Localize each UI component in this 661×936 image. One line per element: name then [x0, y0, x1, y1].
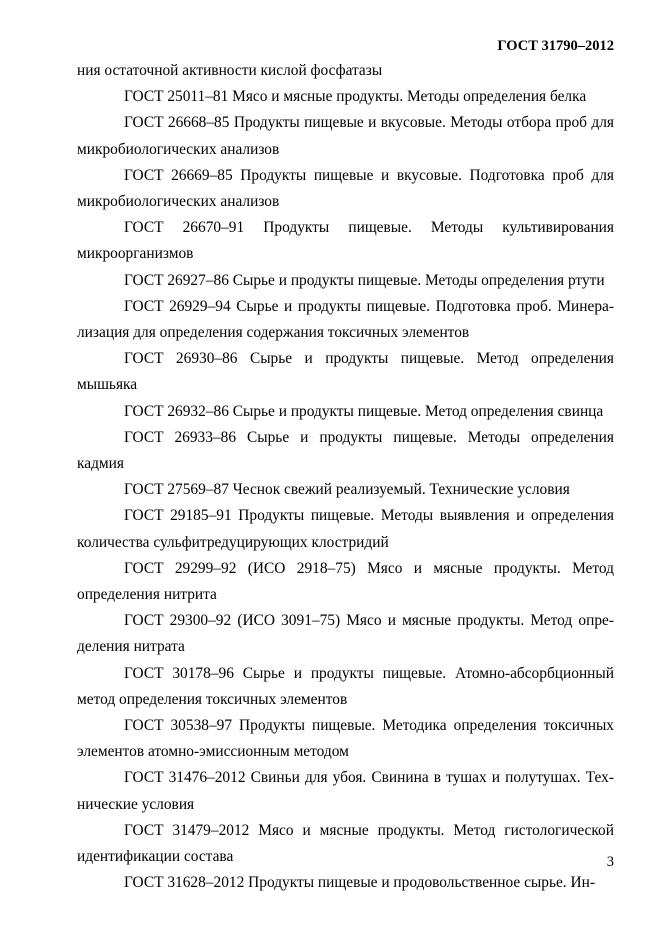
reference-item: ГОСТ 26668–85 Продукты пищевые и вкусовые. Методы отбора проб для микробиологических анализов — [77, 114, 614, 158]
reference-item: ГОСТ 31479–2012 Мясо и мясные продукты. Метод гистологической идентификации состава — [77, 821, 614, 866]
reference-item: ГОСТ 26933–86 Сырье и продукты пищевые. Методы определения кадмия — [77, 428, 614, 473]
reference-item: ГОСТ 26669–85 Продукты пищевые и вкусовые. Подготовка проб для микробиологических анализов — [77, 166, 614, 211]
reference-item: ГОСТ 26930–86 Сырье и продукты пищевые. Метод определения мышьяка — [77, 350, 614, 394]
document-header-id: ГОСТ 31790–2012 — [497, 38, 614, 54]
reference-item: ГОСТ 30538–97 Продукты пищевые. Методика определения токсичных элементов атомно-эмиссионным методом — [77, 717, 614, 761]
reference-item: ГОСТ 30178–96 Сырье и продукты пищевые. Атомно-абсорбционный метод определения токсичных элементов — [77, 664, 614, 708]
reference-item: ГОСТ 26929–94 Сырье и продукты пищевые. Подготовка проб. Минерализация для определения содержания токсичных элементов — [77, 297, 614, 342]
reference-item: ГОСТ 29185–91 Продукты пищевые. Методы выявления и определения количества сульфитредуцирующих клостридий — [77, 507, 614, 551]
reference-item: ГОСТ 26927–86 Сырье и продукты пищевые. Методы определения ртути — [124, 271, 605, 289]
reference-item: ГОСТ 27569–87 Чеснок свежий реализуемый. Технические условия — [124, 481, 570, 499]
reference-item: ГОСТ 25011–81 Мясо и мясные продукты. Методы определения белка — [124, 88, 587, 106]
continuation-text: ния остаточной активности кислой фосфатазы — [77, 62, 383, 79]
page-number: 3 — [606, 854, 614, 870]
reference-item: ГОСТ 31476–2012 Свиньи для убоя. Свинина в тушах и полутушах. Технические условия — [77, 769, 614, 813]
reference-item: ГОСТ 29300–92 (ИСО 3091–75) Мясо и мясные продукты. Метод определения нитрата — [77, 612, 614, 656]
reference-item: ГОСТ 26932–86 Сырье и продукты пищевые. Метод определения свинца — [124, 402, 604, 420]
reference-item: ГОСТ 31628–2012 Продукты пищевые и продовольственное сырье. Ин- — [124, 874, 595, 892]
reference-item: ГОСТ 29299–92 (ИСО 2918–75) Мясо и мясные продукты. Метод определения нитрита — [77, 559, 614, 604]
normative-references-list — [77, 58, 614, 897]
reference-item: ГОСТ 26670–91 Продукты пищевые. Методы культивирования микроорганизмов — [77, 219, 614, 263]
